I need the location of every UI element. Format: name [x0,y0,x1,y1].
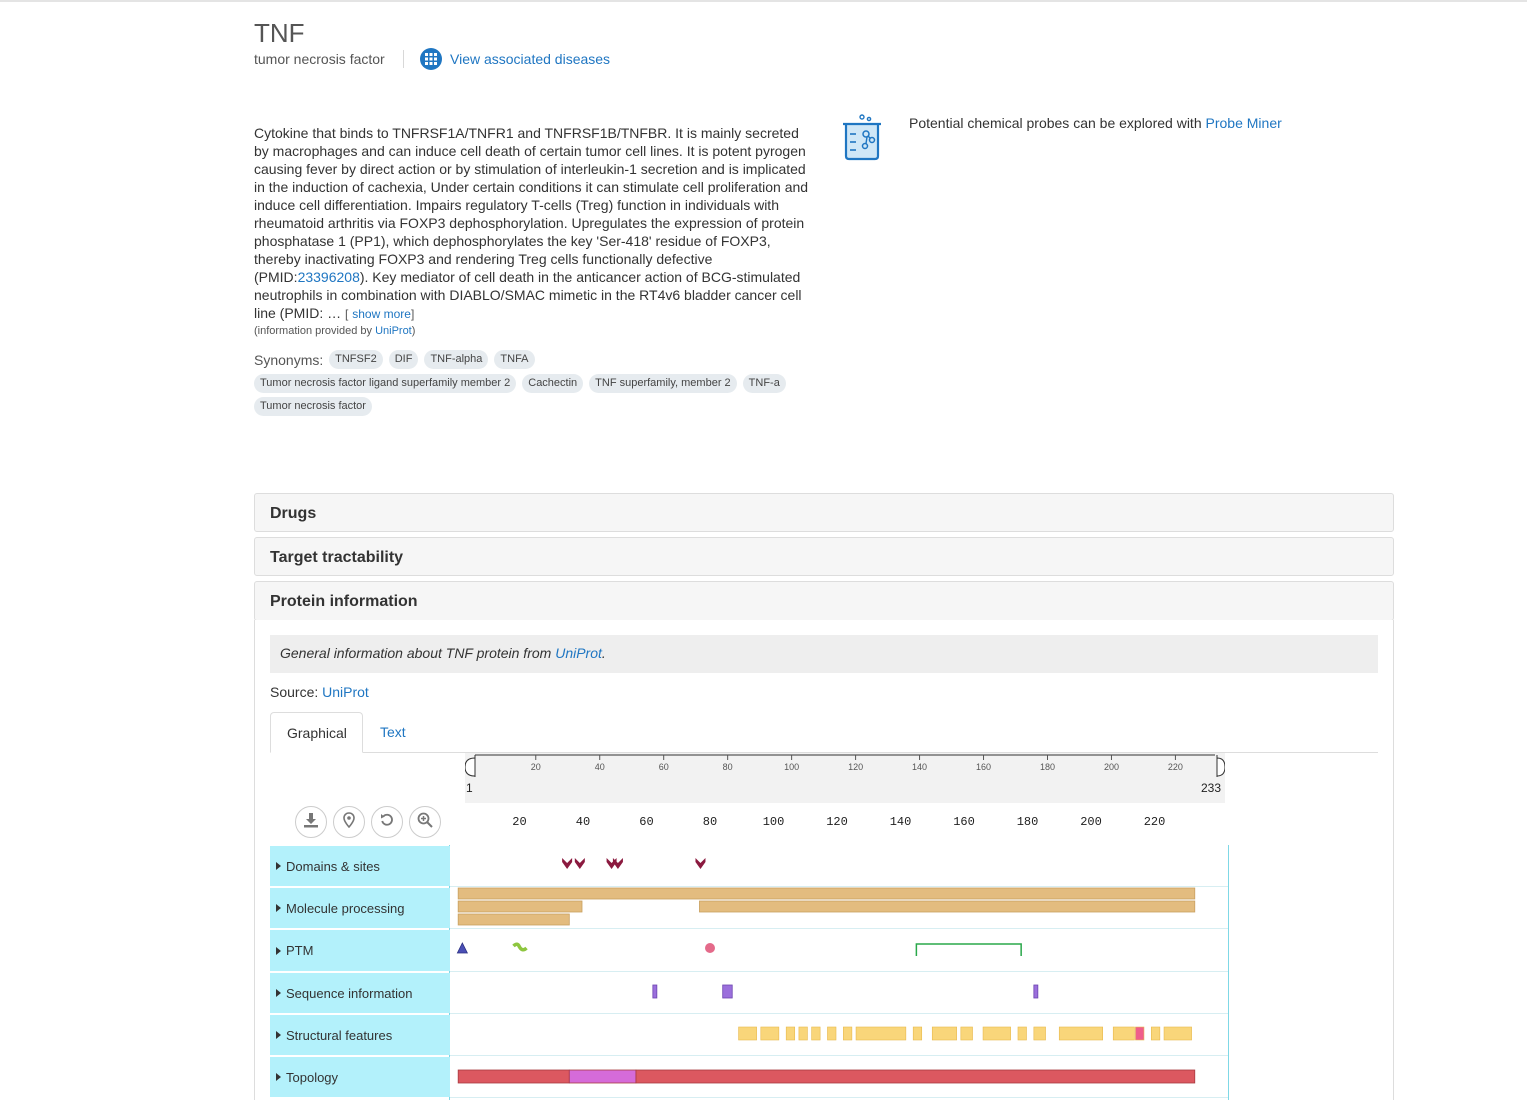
ptm-disulfide-bond[interactable] [916,944,1021,956]
category-label: Molecule processing [286,900,405,916]
ruler-tick-label: 200 [1103,762,1119,772]
drugs-panel-title: Drugs [270,505,317,522]
structural-feature-bar[interactable] [843,1027,852,1040]
probe-miner-prefix: Potential chemical probes can be explored with [909,115,1206,131]
download-icon [303,812,319,833]
expand-arrow-icon [276,989,281,997]
ruler-handle-right[interactable] [1217,758,1225,776]
structural-feature-bar[interactable] [1034,1027,1046,1040]
structural-feature-bar[interactable] [786,1027,795,1040]
axis-tick-label: 60 [639,815,654,829]
sequence-info-marker[interactable] [723,985,733,998]
show-more-bracket-open: [ [345,307,349,321]
synonym-chip: Cachectin [522,374,583,393]
sequence-ruler[interactable] [465,753,1225,803]
pin-icon [341,812,357,833]
provided-prefix: (information provided by [254,325,376,337]
category-molecule-processing[interactable] [270,888,450,928]
view-associated-diseases-label: View associated diseases [450,51,611,67]
protein-information-panel-header[interactable] [254,581,1394,621]
synonym-chip: DIF [389,350,419,369]
drugs-panel-header[interactable] [254,493,1394,532]
topology-bar[interactable] [636,1070,1195,1083]
synonym-chip: TNFA [494,350,534,369]
gene-description [254,124,812,323]
source-line [270,684,369,700]
ruler-tick-label: 160 [976,762,992,772]
protein-info-suffix: . [601,645,606,661]
ruler-handle-left[interactable] [465,758,475,776]
ptm-glyco-marker[interactable] [705,943,715,953]
structural-feature-bar[interactable] [827,1027,836,1040]
chemical-probe-icon [838,112,886,167]
processing-bar[interactable] [699,901,1194,912]
uniprot-info-link[interactable]: UniProt [555,645,602,661]
highlight-button[interactable] [333,806,365,838]
protein-info-prefix: General information about TNF protein from [280,645,556,661]
protein-info-bar [270,635,1378,673]
structural-feature-bar[interactable] [1164,1027,1192,1040]
category-sequence-information[interactable] [270,973,450,1013]
information-provided-by [254,325,415,337]
category-label: Structural features [286,1027,393,1043]
synonym-chip: TNF-alpha [424,350,488,369]
expand-arrow-icon [276,947,281,955]
probe-miner-text [909,115,1282,131]
site-marker[interactable] [613,858,623,869]
axis-tick-label: 220 [1143,815,1166,829]
synonym-chip: TNF-a [743,374,786,393]
uniprot-provided-link[interactable]: UniProt [375,325,412,337]
processing-bar[interactable] [458,901,582,912]
axis-tick-label: 40 [575,815,591,829]
synonyms-label: Synonyms: [254,352,324,368]
gene-full-name: tumor necrosis factor [254,51,385,67]
synonyms [254,349,814,420]
axis-tick-label: 140 [889,815,912,829]
axis-tick-label: 80 [702,815,718,829]
show-more-bracket-close: ] [410,307,415,321]
tab-text[interactable]: Text [380,724,406,740]
processing-bar[interactable] [458,914,569,925]
synonym-chip: TNF superfamily, member 2 [589,374,737,393]
structural-feature-bar[interactable] [812,1027,821,1040]
ruler-tick-label: 80 [722,762,733,772]
provided-suffix: ) [411,325,416,337]
ruler-tick-label: 120 [848,762,864,772]
structural-feature-bar[interactable] [913,1027,922,1040]
axis-tick-label: 100 [762,815,785,829]
category-topology[interactable] [270,1057,450,1097]
tab-graphical[interactable]: Graphical [270,712,363,753]
axis-tick-label: 200 [1080,815,1102,829]
processing-bar[interactable] [458,888,1195,899]
structural-feature-bar[interactable] [961,1027,973,1040]
zoom-icon [417,812,433,833]
structural-feature-bar[interactable] [1135,1027,1144,1040]
topology-bar[interactable] [458,1070,569,1083]
site-marker[interactable] [562,858,572,869]
target-tractability-panel-title: Target tractability [270,549,404,566]
gene-symbol: TNF [254,18,305,48]
category-label: PTM [286,943,314,958]
structural-feature-bar[interactable] [983,1027,1011,1040]
header-divider [403,50,404,68]
ruler-tick-label: 20 [530,762,541,772]
expand-arrow-icon [276,1031,281,1039]
synonym-chip: Tumor necrosis factor ligand superfamily member 2 [254,374,516,393]
structural-feature-bar[interactable] [761,1027,779,1040]
synonym-chip: Tumor necrosis factor [254,397,372,416]
structural-feature-bar[interactable] [1151,1027,1160,1040]
axis-tick-label: 120 [826,815,848,829]
show-more-link[interactable]: show more [352,307,411,321]
category-ptm[interactable] [270,930,450,971]
uniprot-source-link[interactable]: UniProt [322,684,369,700]
category-domains-sites[interactable] [270,846,450,886]
axis-tick-label: 180 [1016,815,1039,829]
ruler-tick-label: 60 [658,762,669,772]
ruler-tick-label: 100 [784,762,800,772]
structural-feature-bar[interactable] [1018,1027,1027,1040]
ruler-svg [465,753,1225,803]
feature-tracks [450,845,1228,1100]
structural-feature-bar[interactable] [856,1027,906,1040]
ptm-triangle-marker[interactable] [457,943,467,953]
description-text-continued: ). Key mediator of cell death in the anticancer action of BCG-stimulated neutrophils in combination with DIABLO/SMAC mimetic in the RT4v6 bladder cancer cell line (PMID: … [254,269,802,321]
structural-feature-bar[interactable] [1059,1027,1102,1040]
reset-icon [379,812,395,833]
topology-bar[interactable] [569,1070,636,1083]
expand-arrow-icon [276,904,281,912]
structural-feature-bar[interactable] [799,1027,808,1040]
source-label: Source: [270,684,323,700]
expand-arrow-icon [276,1073,281,1081]
protein-information-panel-title: Protein information [270,593,418,610]
ruler-tick-label: 40 [594,762,605,772]
category-label: Sequence information [286,985,413,1001]
structural-feature-bar[interactable] [1113,1027,1134,1040]
site-marker[interactable] [695,858,705,869]
grid-icon [420,48,442,70]
synonym-chip: TNFSF2 [329,350,383,369]
expand-arrow-icon [276,862,281,870]
structural-feature-bar[interactable] [932,1027,956,1040]
sequence-info-marker[interactable] [653,985,657,998]
category-label: Domains & sites [286,858,380,874]
pmid-link[interactable]: 23396208 [297,269,360,285]
zoom-button[interactable] [409,806,441,838]
category-label: Topology [286,1069,339,1085]
category-structural-features[interactable] [270,1015,450,1055]
description-text: Cytokine that binds to TNFRSF1A/TNFR1 and TNFRSF1B/TNFBR. It is mainly secreted by macrophages and can induce cell death of certain tumor cell lines. It is potent pyrogen causing fever by direct action or by stimulation of interleukin-1 secretion and is implicated in the induction of cachexia, Under certain conditions it can stimulate cell proliferation and induce cell differentiation. Impairs regulatory T-cells (Treg) function in individuals with rheumatoid arthritis via FOXP3 dephosphorylation. Upregulates the expression of protein phosphatase 1 (PP1), which dephosphorylates the key 'Ser-418' residue of FOXP3, thereby inactivating FOXP3 and rendering Treg cells functionally defective (PMID: [254,125,809,285]
sequence-start: 1 [466,781,473,795]
axis-tick-label: 20 [512,815,527,829]
ruler-tick-label: 140 [912,762,928,772]
probe-miner-link[interactable]: Probe Miner [1205,115,1282,131]
sequence-end: 233 [1201,781,1222,795]
ruler-tick-label: 180 [1039,762,1056,772]
site-marker[interactable] [575,858,585,869]
structural-feature-bar[interactable] [739,1027,757,1040]
view-associated-diseases-link[interactable] [420,48,610,70]
target-tractability-panel-header[interactable] [254,537,1394,576]
ruler-tick-label: 220 [1167,762,1183,772]
reset-button[interactable] [371,806,403,838]
sequence-info-marker[interactable] [1034,985,1038,998]
download-button[interactable] [295,806,327,838]
ptm-lipid-marker[interactable] [514,944,527,950]
top-border [0,0,1527,2]
axis-tick-label: 160 [953,815,975,829]
